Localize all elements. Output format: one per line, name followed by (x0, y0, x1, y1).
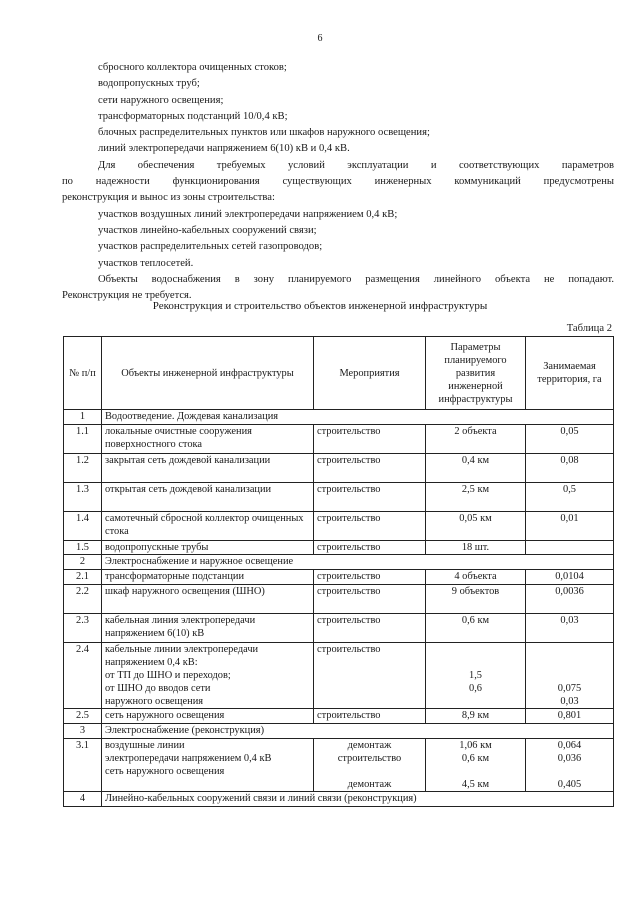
cell-area-value: 0,405 (557, 779, 582, 790)
list-item: участков теплосетей. (98, 257, 194, 269)
cell-num: 2 (64, 555, 102, 570)
cell-measure: строительство (314, 454, 426, 483)
cell-num: 4 (64, 792, 102, 807)
table-row (64, 512, 614, 541)
cell-measure-value: демонтаж (347, 740, 392, 751)
section-title: Электроснабжение и наружное освещение (102, 555, 614, 570)
table-number: Таблица 2 (566, 323, 612, 334)
paragraph-line: Для обеспечения требуемых условий эксплуатации и соответствующих параметров (98, 159, 614, 171)
paragraph-line: Реконструкция не требуется. (62, 290, 192, 302)
cell-num: 2.4 (64, 643, 102, 709)
cell-area: 0,0104 (526, 570, 614, 585)
cell-param (426, 643, 526, 709)
header-params: Параметры планируемого развития инженерной инфраструктуры (426, 337, 526, 410)
table-row (64, 614, 614, 643)
table-row (64, 541, 614, 555)
cell-object-line: наружного освещения (105, 696, 204, 707)
cell-area-value: 0,064 (557, 740, 582, 751)
header-num: № п/п (64, 337, 102, 410)
cell-object: сеть наружного освещения (102, 709, 314, 724)
cell-area-value: 0,036 (557, 753, 582, 764)
cell-num: 3 (64, 724, 102, 739)
cell-area: 0,03 (526, 614, 614, 643)
cell-area: 0,05 (526, 425, 614, 454)
cell-num: 2.1 (64, 570, 102, 585)
section-row (64, 410, 614, 425)
cell-num: 1.2 (64, 454, 102, 483)
cell-measure: строительство (314, 541, 426, 555)
table-row (64, 425, 614, 454)
page-number: 6 (317, 33, 323, 44)
cell-object: самотечный сбросной коллектор очищенных стока (102, 512, 314, 541)
section-title: Электроснабжение (реконструкция) (102, 724, 614, 739)
cell-object: шкаф наружного освещения (ШНО) (102, 585, 314, 614)
cell-object-line: электропередачи напряжением 0,4 кВ (105, 753, 272, 764)
table-row (64, 483, 614, 512)
cell-param-value: 1,5 (469, 670, 482, 681)
cell-measure-value: строительство (337, 753, 402, 764)
header-area: Занимаемая территория, га (526, 337, 614, 410)
table-row (64, 454, 614, 483)
cell-object (102, 739, 314, 792)
cell-object: открытая сеть дождевой канализации (102, 483, 314, 512)
cell-param: 2,5 км (426, 483, 526, 512)
cell-area: 0,801 (526, 709, 614, 724)
cell-num: 2.2 (64, 585, 102, 614)
cell-object: кабельная линия электропередачи напряжением 6(10) кВ (102, 614, 314, 643)
cell-param: 0,05 км (426, 512, 526, 541)
table-row (64, 643, 614, 709)
cell-param: 8,9 км (426, 709, 526, 724)
cell-measure: строительство (314, 512, 426, 541)
cell-param (426, 739, 526, 792)
section-title: Водоотведение. Дождевая канализация (102, 410, 614, 425)
cell-object-line: воздушные линии (105, 740, 185, 751)
cell-area: 0,01 (526, 512, 614, 541)
table-header-row (64, 337, 614, 410)
cell-param-value: 0,6 (469, 683, 482, 694)
table-row (64, 709, 614, 724)
cell-measure (314, 739, 426, 792)
cell-measure: строительство (314, 483, 426, 512)
cell-num: 1.3 (64, 483, 102, 512)
infrastructure-table (63, 336, 614, 807)
cell-object (102, 643, 314, 709)
cell-param-value: 1,06 км (459, 740, 492, 751)
cell-object: локальные очистные сооружения поверхностного стока (102, 425, 314, 454)
cell-measure-value: демонтаж (347, 779, 392, 790)
cell-param: 0,4 км (426, 454, 526, 483)
cell-num: 2.5 (64, 709, 102, 724)
cell-area: 0,0036 (526, 585, 614, 614)
list-item: линий электропередачи напряжением 6(10) кВ и 0,4 кВ. (98, 143, 350, 155)
cell-area (526, 643, 614, 709)
cell-measure: строительство (314, 570, 426, 585)
cell-object: закрытая сеть дождевой канализации (102, 454, 314, 483)
body-text (62, 60, 614, 304)
table-title: Реконструкция и строительство объектов инженерной инфраструктуры (152, 300, 488, 312)
cell-param: 2 объекта (426, 425, 526, 454)
cell-object-line: напряжением 0,4 кВ: (105, 657, 198, 668)
cell-param: 9 объектов (426, 585, 526, 614)
cell-object-line: кабельные линии электропередачи (105, 644, 259, 655)
cell-param-value: 4,5 км (461, 779, 490, 790)
list-item: блочных распределительных пунктов или шкафов наружного освещения; (98, 127, 430, 139)
cell-num: 1.5 (64, 541, 102, 555)
cell-measure: строительство (314, 614, 426, 643)
table-row (64, 739, 614, 792)
cell-num: 1 (64, 410, 102, 425)
list-item: участков линейно-кабельных сооружений связи; (98, 224, 317, 236)
cell-area-value: 0,075 (557, 683, 582, 694)
cell-area-value: 0,03 (560, 696, 579, 707)
paragraph-line: по надежности функционирования существующих инженерных коммуникаций предусмотрены (62, 176, 614, 188)
cell-measure: строительство (314, 585, 426, 614)
paragraph-line: реконструкция и вынос из зоны строительства: (62, 192, 275, 204)
header-measures: Мероприятия (314, 337, 426, 410)
list-item: сбросного коллектора очищенных стоков; (98, 62, 287, 73)
cell-area (526, 541, 614, 555)
cell-measure: строительство (314, 643, 426, 709)
cell-param: 18 шт. (426, 541, 526, 555)
cell-param-value: 0,6 км (461, 753, 490, 764)
cell-object: водопропускные трубы (102, 541, 314, 555)
list-item: водопропускных труб; (98, 78, 200, 90)
section-title: Линейно-кабельных сооружений связи и линий связи (реконструкция) (102, 792, 614, 807)
cell-num: 1.1 (64, 425, 102, 454)
cell-area (526, 739, 614, 792)
cell-num: 1.4 (64, 512, 102, 541)
section-row (64, 724, 614, 739)
paragraph-line: Объекты водоснабжения в зону планируемого размещения линейного объекта не попадают. (98, 273, 614, 285)
cell-object-line: от ШНО до вводов сети (105, 683, 211, 694)
table-row (64, 585, 614, 614)
section-row (64, 792, 614, 807)
list-item: участков распределительных сетей газопроводов; (98, 241, 323, 253)
cell-param: 0,6 км (426, 614, 526, 643)
cell-param: 4 объекта (426, 570, 526, 585)
cell-area: 0,08 (526, 454, 614, 483)
list-item: трансформаторных подстанций 10/0,4 кВ; (98, 110, 288, 122)
cell-measure: строительство (314, 709, 426, 724)
cell-object-line: от ТП до ШНО и переходов; (105, 670, 231, 681)
cell-measure: строительство (314, 425, 426, 454)
section-row (64, 555, 614, 570)
cell-object-line: сеть наружного освещения (105, 766, 225, 777)
table-row (64, 570, 614, 585)
list-item: сети наружного освещения; (98, 94, 224, 106)
cell-num: 3.1 (64, 739, 102, 792)
header-objects: Объекты инженерной инфраструктуры (102, 337, 314, 410)
cell-num: 2.3 (64, 614, 102, 643)
cell-area: 0,5 (526, 483, 614, 512)
list-item: участков воздушных линий электропередачи напряжением 0,4 кВ; (98, 208, 398, 220)
cell-object: трансформаторные подстанции (102, 570, 314, 585)
